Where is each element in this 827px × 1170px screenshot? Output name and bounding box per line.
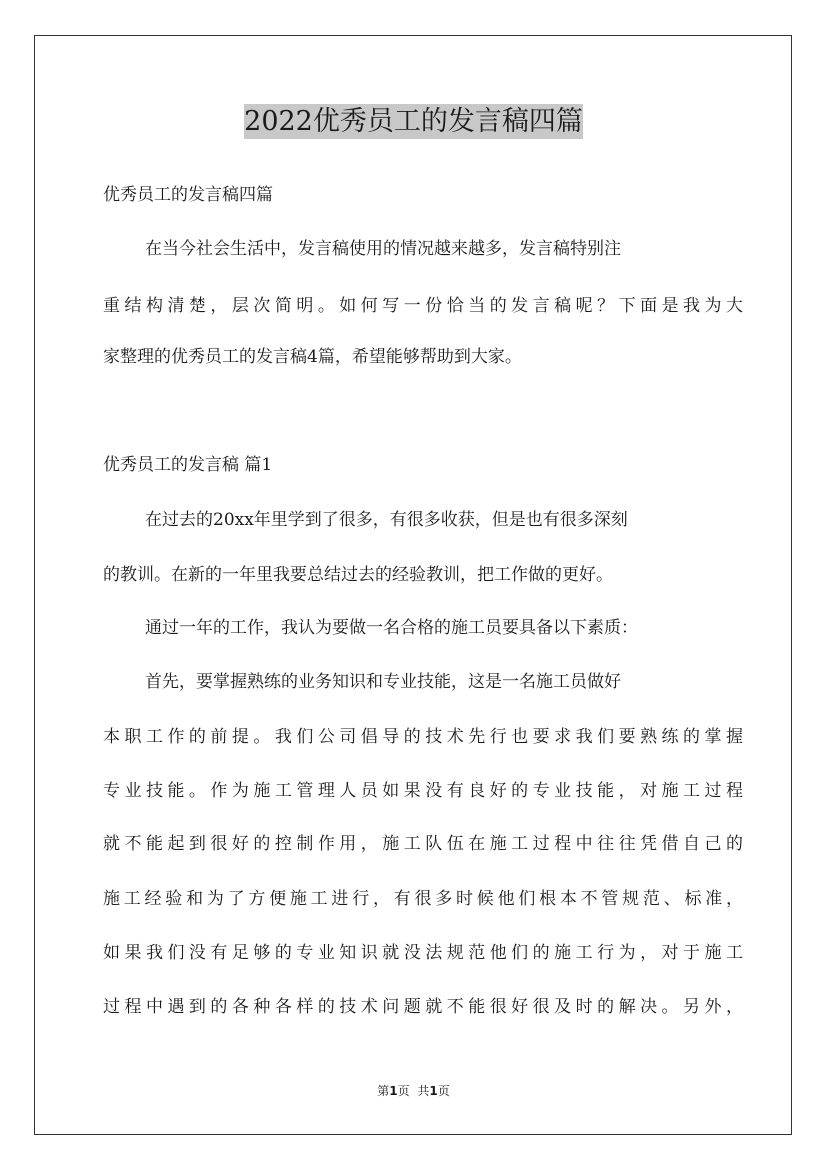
body-line-4: 首先，要掌握熟练的业务知识和专业技能，这是一名施工员做好 xyxy=(145,672,621,692)
document-subtitle: 优秀员工的发言稿四篇 xyxy=(103,185,273,205)
intro-line-3: 家整理的优秀员工的发言稿4篇，希望能够帮助到大家。 xyxy=(103,347,522,367)
intro-line-1: 在当今社会生活中，发言稿使用的情况越来越多，发言稿特别注 xyxy=(145,239,621,259)
body-line-5: 本职工作的前提。我们公司倡导的技术先行也要求我们要熟练的掌握 xyxy=(103,727,743,747)
body-line-3: 通过一年的工作，我认为要做一名合格的施工员要具备以下素质： xyxy=(145,618,638,638)
body-line-1: 在过去的20xx年里学到了很多，有很多收获，但是也有很多深刻 xyxy=(145,510,628,530)
body-line-2: 的教训。在新的一年里我要总结过去的经验教训，把工作做的更好。 xyxy=(103,565,613,585)
footer-page-prefix: 第 xyxy=(377,1084,390,1098)
body-line-9: 如果我们没有足够的专业知识就没法规范他们的施工行为，对于施工 xyxy=(103,943,743,963)
footer-total-suffix: 页 xyxy=(437,1084,450,1098)
footer-total-number: 1 xyxy=(429,1084,438,1098)
section-heading: 优秀员工的发言稿 篇1 xyxy=(103,455,273,475)
page-footer xyxy=(0,1082,827,1100)
body-line-10: 过程中遇到的各种各样的技术问题就不能很好很及时的解决。另外， xyxy=(103,997,743,1017)
body-line-7: 就不能起到很好的控制作用，施工队伍在施工过程中往往凭借自己的 xyxy=(103,834,743,854)
footer-page-number: 1 xyxy=(389,1084,398,1098)
title-highlight: 2022优秀员工的发言稿四篇 xyxy=(244,106,583,137)
intro-line-2: 重结构清楚，层次简明。如何写一份恰当的发言稿呢？下面是我为大 xyxy=(103,296,743,316)
body-line-8: 施工经验和为了方便施工进行，有很多时候他们根本不管规范、标准， xyxy=(103,889,743,909)
footer-total-prefix: 共 xyxy=(417,1084,430,1098)
document-title xyxy=(0,100,827,144)
footer-page-suffix: 页 xyxy=(397,1084,410,1098)
body-line-6: 专业技能。作为施工管理人员如果没有良好的专业技能，对施工过程 xyxy=(103,781,743,801)
